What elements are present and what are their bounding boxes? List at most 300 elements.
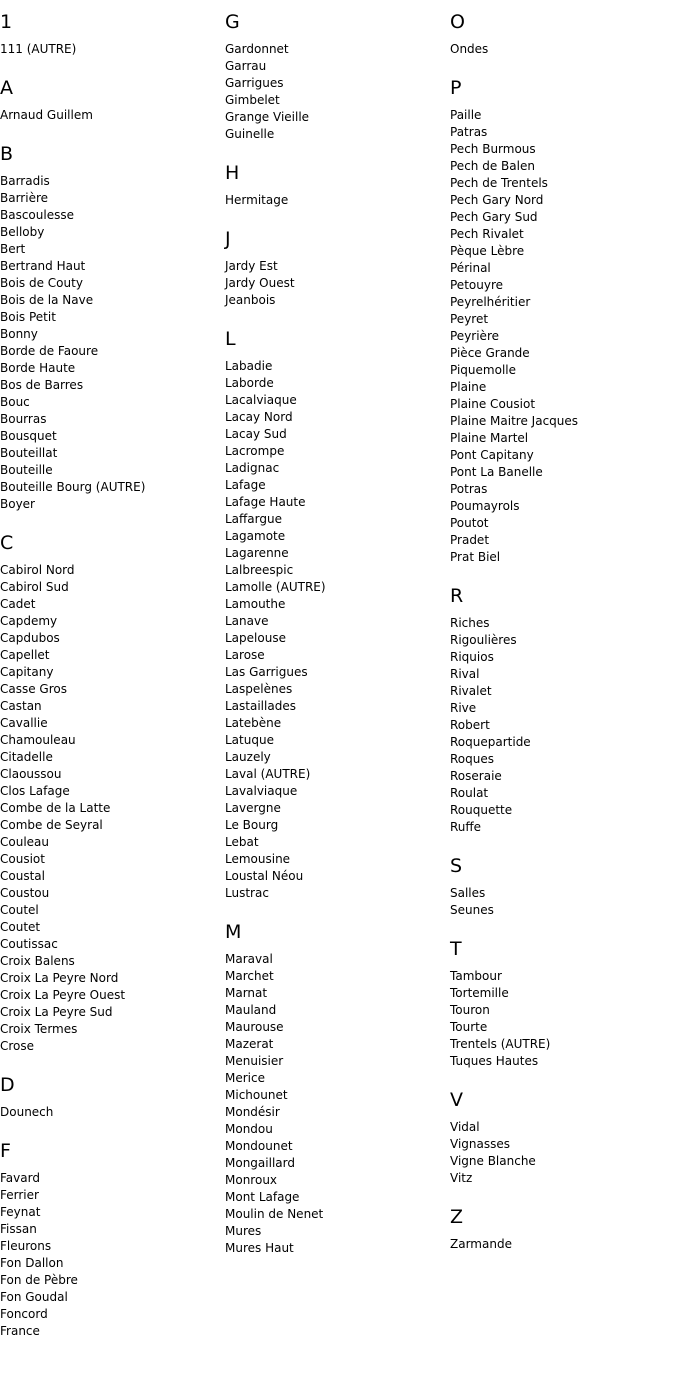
letter-group (225, 921, 445, 1257)
list-item (0, 1038, 220, 1055)
place-link[interactable]: Loustal Néou (225, 869, 304, 883)
place-link[interactable]: Coutel (0, 903, 39, 917)
list-item (450, 902, 670, 919)
place-link[interactable]: Boyer (0, 497, 35, 511)
list-item (225, 968, 445, 985)
list-item (0, 1004, 220, 1021)
place-list (225, 41, 445, 143)
list-item (0, 326, 220, 343)
place-link[interactable]: Maraval (225, 952, 273, 966)
place-link[interactable]: Robert (450, 718, 490, 732)
place-link[interactable]: Tortemille (450, 986, 509, 1000)
place-link[interactable]: Favard (0, 1171, 40, 1185)
place-link[interactable]: Lafage Haute (225, 495, 306, 509)
place-link[interactable]: Croix La Peyre Nord (0, 971, 119, 985)
list-item (450, 209, 670, 226)
letter-group (225, 162, 445, 209)
place-link[interactable]: Mauland (225, 1003, 277, 1017)
place-link[interactable]: Peyret (450, 312, 489, 326)
place-link[interactable]: Barradis (0, 174, 50, 188)
place-link[interactable]: Riquios (450, 650, 494, 664)
place-link[interactable]: Le Bourg (225, 818, 279, 832)
place-link[interactable]: Roques (450, 752, 494, 766)
place-link[interactable]: Bouc (0, 395, 30, 409)
place-link[interactable]: Lebat (225, 835, 259, 849)
place-link[interactable]: Vigne Blanche (450, 1154, 536, 1168)
list-item (450, 515, 670, 532)
letter-group (225, 228, 445, 309)
list-item (450, 447, 670, 464)
place-link[interactable]: Rivalet (450, 684, 492, 698)
list-item (225, 443, 445, 460)
place-link[interactable]: Laborde (225, 376, 274, 390)
place-link[interactable]: Bertrand Haut (0, 259, 86, 273)
place-link[interactable]: Vidal (450, 1120, 480, 1134)
place-link[interactable]: Pech Gary Sud (450, 210, 538, 224)
list-item (225, 545, 445, 562)
list-item (225, 494, 445, 511)
place-link[interactable]: Labadie (225, 359, 273, 373)
letter-group (0, 1074, 220, 1121)
list-item (0, 1289, 220, 1306)
place-link[interactable]: Lanave (225, 614, 269, 628)
place-list (0, 41, 220, 58)
place-link[interactable]: Fissan (0, 1222, 37, 1236)
list-item (450, 464, 670, 481)
place-link[interactable]: Mont Lafage (225, 1190, 300, 1204)
place-link[interactable]: Tambour (450, 969, 502, 983)
place-link[interactable]: Garrigues (225, 76, 284, 90)
place-link[interactable]: Monroux (225, 1173, 278, 1187)
place-list (450, 41, 670, 58)
place-link[interactable]: Pech Gary Nord (450, 193, 544, 207)
place-link[interactable]: Peyrelhéritier (450, 295, 531, 309)
place-link[interactable]: Tourte (450, 1020, 488, 1034)
list-item (0, 107, 220, 124)
list-item (225, 528, 445, 545)
place-link[interactable]: Coutet (0, 920, 41, 934)
place-link[interactable]: Riches (450, 616, 490, 630)
list-item (225, 192, 445, 209)
place-link[interactable]: Michounet (225, 1088, 288, 1102)
list-item (0, 613, 220, 630)
list-item (450, 430, 670, 447)
place-link[interactable]: Arnaud Guillem (0, 108, 93, 122)
place-link[interactable]: Garrau (225, 59, 267, 73)
list-item (225, 817, 445, 834)
letter-group (225, 11, 445, 143)
list-item (0, 936, 220, 953)
place-link[interactable]: Lavergne (225, 801, 281, 815)
place-link[interactable]: Cabirol Sud (0, 580, 69, 594)
place-link[interactable]: Rouquette (450, 803, 513, 817)
list-item (450, 785, 670, 802)
place-link[interactable]: Claoussou (0, 767, 62, 781)
place-link[interactable]: Maurouse (225, 1020, 284, 1034)
place-link[interactable]: Foncord (0, 1307, 48, 1321)
place-link[interactable]: Citadelle (0, 750, 53, 764)
list-item (450, 751, 670, 768)
place-link[interactable]: Mongaillard (225, 1156, 295, 1170)
place-link[interactable]: Mondou (225, 1122, 273, 1136)
place-link[interactable]: Las Garrigues (225, 665, 308, 679)
place-link[interactable]: Castan (0, 699, 42, 713)
list-item (0, 902, 220, 919)
place-link[interactable]: Capellet (0, 648, 50, 662)
list-item (450, 498, 670, 515)
list-item (0, 681, 220, 698)
place-list (225, 358, 445, 902)
place-link[interactable]: Bois Petit (0, 310, 56, 324)
place-list (450, 107, 670, 566)
place-link[interactable]: Gardonnet (225, 42, 289, 56)
place-link[interactable]: Borde Haute (0, 361, 76, 375)
letter-heading: H (225, 162, 240, 184)
place-list (450, 1236, 670, 1253)
list-item (0, 987, 220, 1004)
list-item (0, 562, 220, 579)
list-item (0, 885, 220, 902)
place-link[interactable]: Lapelouse (225, 631, 286, 645)
place-link[interactable]: Lemousine (225, 852, 291, 866)
place-link[interactable]: Jeanbois (225, 293, 276, 307)
letter-group (225, 328, 445, 902)
place-link[interactable]: Mondésir (225, 1105, 280, 1119)
place-link[interactable]: Lalbreespic (225, 563, 294, 577)
place-link[interactable]: Laffargue (225, 512, 282, 526)
place-list (0, 562, 220, 1055)
place-link[interactable]: Menuisier (225, 1054, 284, 1068)
place-link[interactable]: Hermitage (225, 193, 289, 207)
place-link[interactable]: Vitz (450, 1171, 473, 1185)
place-link[interactable]: Bois de la Nave (0, 293, 94, 307)
list-item (0, 292, 220, 309)
place-link[interactable]: Fon de Pèbre (0, 1273, 78, 1287)
list-item (0, 579, 220, 596)
place-link[interactable]: Plaine Cousiot (450, 397, 536, 411)
list-item (225, 613, 445, 630)
place-link[interactable]: Bouteille (0, 463, 53, 477)
place-link[interactable]: Grange Vieille (225, 110, 310, 124)
place-link[interactable]: Crose (0, 1039, 35, 1053)
place-link[interactable]: Dounech (0, 1105, 54, 1119)
place-link[interactable]: Capitany (0, 665, 54, 679)
place-link[interactable]: Lacrompe (225, 444, 285, 458)
place-link[interactable]: Feynat (0, 1205, 41, 1219)
place-link[interactable]: Petouyre (450, 278, 503, 292)
place-link[interactable]: Lustrac (225, 886, 269, 900)
list-item (0, 868, 220, 885)
place-link[interactable]: Potras (450, 482, 488, 496)
list-item (225, 766, 445, 783)
list-item (225, 715, 445, 732)
list-item (225, 749, 445, 766)
list-item (450, 532, 670, 549)
list-item (0, 496, 220, 513)
list-item (0, 749, 220, 766)
list-item (225, 1155, 445, 1172)
place-link[interactable]: Latebène (225, 716, 282, 730)
list-item (0, 275, 220, 292)
list-item (450, 481, 670, 498)
list-item (225, 58, 445, 75)
place-link[interactable]: Guinelle (225, 127, 275, 141)
place-link[interactable]: Plaine Martel (450, 431, 529, 445)
place-link[interactable]: Ruffe (450, 820, 482, 834)
place-link[interactable]: Croix Termes (0, 1022, 78, 1036)
place-link[interactable]: Bourras (0, 412, 47, 426)
place-link[interactable]: Bonny (0, 327, 38, 341)
letter-group (0, 143, 220, 513)
place-link[interactable]: Lagarenne (225, 546, 289, 560)
place-link[interactable]: Lauzely (225, 750, 271, 764)
place-link[interactable]: Plaine (450, 380, 487, 394)
place-link[interactable]: Roseraie (450, 769, 502, 783)
list-item (0, 664, 220, 681)
place-link[interactable]: Piquemolle (450, 363, 516, 377)
place-link[interactable]: Combe de Seyral (0, 818, 103, 832)
list-item (450, 632, 670, 649)
place-link[interactable]: Vignasses (450, 1137, 510, 1151)
place-link[interactable]: Périnal (450, 261, 491, 275)
letter-group (450, 1089, 670, 1187)
list-item (225, 1189, 445, 1206)
place-link[interactable]: Cadet (0, 597, 36, 611)
place-link[interactable]: Mures (225, 1224, 262, 1238)
place-link[interactable]: Moulin de Nenet (225, 1207, 324, 1221)
place-list (225, 951, 445, 1257)
place-link[interactable]: Poumayrols (450, 499, 520, 513)
place-link[interactable]: Lacay Nord (225, 410, 293, 424)
place-link[interactable]: Casse Gros (0, 682, 67, 696)
place-link[interactable]: Borde de Faoure (0, 344, 99, 358)
list-item (225, 596, 445, 613)
list-item (0, 377, 220, 394)
place-link[interactable]: Tuques Hautes (450, 1054, 539, 1068)
place-link[interactable]: Lagamote (225, 529, 286, 543)
list-item (0, 428, 220, 445)
list-item (225, 511, 445, 528)
place-link[interactable]: Pièce Grande (450, 346, 530, 360)
place-link[interactable]: Gimbelet (225, 93, 280, 107)
list-item (450, 158, 670, 175)
list-item (225, 258, 445, 275)
place-link[interactable]: Coustou (0, 886, 50, 900)
place-link[interactable]: Touron (450, 1003, 490, 1017)
list-item (225, 292, 445, 309)
place-link[interactable]: Ladignac (225, 461, 280, 475)
place-link[interactable]: Bouteillat (0, 446, 58, 460)
letter-group (0, 532, 220, 1055)
list-item (450, 615, 670, 632)
list-item (450, 802, 670, 819)
list-item (0, 1204, 220, 1221)
place-link[interactable]: Lafage (225, 478, 266, 492)
place-link[interactable]: Larose (225, 648, 265, 662)
index-column (450, 0, 670, 1272)
place-link[interactable]: Seunes (450, 903, 494, 917)
list-item (0, 462, 220, 479)
place-link[interactable]: Salles (450, 886, 486, 900)
place-link[interactable]: Cousiot (0, 852, 45, 866)
place-link[interactable]: Chamouleau (0, 733, 76, 747)
letter-heading: T (450, 938, 462, 960)
letter-heading: 1 (0, 11, 13, 33)
place-link[interactable]: Fon Goudal (0, 1290, 68, 1304)
letter-heading: G (225, 11, 240, 33)
list-item (450, 226, 670, 243)
list-item (0, 834, 220, 851)
place-link[interactable]: Mondounet (225, 1139, 293, 1153)
list-item (225, 985, 445, 1002)
place-list (0, 173, 220, 513)
place-link[interactable]: Fon Dallon (0, 1256, 64, 1270)
place-link[interactable]: Bascoulesse (0, 208, 74, 222)
place-link[interactable]: Bousquet (0, 429, 57, 443)
place-link[interactable]: Lastaillades (225, 699, 296, 713)
letter-group (450, 938, 670, 1070)
list-item (450, 549, 670, 566)
list-item (225, 1138, 445, 1155)
place-link[interactable]: Bouteille Bourg (AUTRE) (0, 480, 146, 494)
list-item (225, 800, 445, 817)
place-link[interactable]: Jardy Est (225, 259, 278, 273)
place-link[interactable]: Rigoulières (450, 633, 517, 647)
letter-heading: C (0, 532, 14, 554)
place-link[interactable]: Clos Lafage (0, 784, 70, 798)
list-item (0, 851, 220, 868)
place-link[interactable]: Paille (450, 108, 482, 122)
list-item (0, 394, 220, 411)
place-link[interactable]: Croix La Peyre Sud (0, 1005, 113, 1019)
place-link[interactable]: France (0, 1324, 40, 1338)
place-link[interactable]: Lamouthe (225, 597, 286, 611)
letter-group (450, 855, 670, 919)
place-link[interactable]: Cavallie (0, 716, 48, 730)
list-item (0, 630, 220, 647)
place-link[interactable]: Lamolle (AUTRE) (225, 580, 326, 594)
place-link[interactable]: Peyrière (450, 329, 499, 343)
list-item (225, 885, 445, 902)
place-link[interactable]: Pech de Trentels (450, 176, 548, 190)
place-link[interactable]: Capdemy (0, 614, 58, 628)
place-link[interactable]: Trentels (AUTRE) (450, 1037, 551, 1051)
list-item (450, 396, 670, 413)
list-item (450, 1136, 670, 1153)
place-link[interactable]: Coutissac (0, 937, 58, 951)
letter-heading: P (450, 77, 462, 99)
place-link[interactable]: Latuque (225, 733, 274, 747)
place-link[interactable]: Pech Burmous (450, 142, 536, 156)
place-list (225, 192, 445, 209)
place-link[interactable]: Coustal (0, 869, 45, 883)
place-link[interactable]: Croix Balens (0, 954, 75, 968)
place-link[interactable]: Bert (0, 242, 26, 256)
list-item (225, 126, 445, 143)
list-item (0, 1238, 220, 1255)
place-link[interactable]: Laval (AUTRE) (225, 767, 311, 781)
place-link[interactable]: Bois de Couty (0, 276, 83, 290)
place-link[interactable]: Rive (450, 701, 477, 715)
place-link[interactable]: Pont Capitany (450, 448, 534, 462)
place-link[interactable]: Belloby (0, 225, 45, 239)
list-item (450, 1170, 670, 1187)
list-item (225, 1240, 445, 1257)
place-link[interactable]: 111 (AUTRE) (0, 42, 77, 56)
list-item (225, 1121, 445, 1138)
list-item (0, 732, 220, 749)
list-item (0, 766, 220, 783)
list-item (0, 479, 220, 496)
list-item (0, 224, 220, 241)
place-link[interactable]: Barrière (0, 191, 49, 205)
list-item (0, 970, 220, 987)
place-list (450, 968, 670, 1070)
place-link[interactable]: Roquepartide (450, 735, 531, 749)
place-link[interactable]: Roulat (450, 786, 489, 800)
list-item (225, 92, 445, 109)
list-item (225, 698, 445, 715)
place-link[interactable]: Pèque Lèbre (450, 244, 525, 258)
place-link[interactable]: Bos de Barres (0, 378, 84, 392)
place-link[interactable]: Laspelènes (225, 682, 293, 696)
list-item (0, 919, 220, 936)
place-link[interactable]: Pech Rivalet (450, 227, 524, 241)
place-link[interactable]: Pech de Balen (450, 159, 535, 173)
list-item (225, 951, 445, 968)
place-link[interactable]: Lacay Sud (225, 427, 287, 441)
place-link[interactable]: Merice (225, 1071, 265, 1085)
letter-group (0, 11, 220, 58)
place-link[interactable]: Capdubos (0, 631, 60, 645)
place-link[interactable]: Ondes (450, 42, 489, 56)
list-item (225, 358, 445, 375)
list-item (450, 985, 670, 1002)
place-link[interactable]: Combe de la Latte (0, 801, 111, 815)
place-link[interactable]: Croix La Peyre Ouest (0, 988, 126, 1002)
place-link[interactable]: Lacalviaque (225, 393, 297, 407)
place-link[interactable]: Pont La Banelle (450, 465, 543, 479)
list-item (450, 649, 670, 666)
list-item (0, 1255, 220, 1272)
place-link[interactable]: Rival (450, 667, 480, 681)
list-item (450, 819, 670, 836)
list-item (225, 681, 445, 698)
place-link[interactable]: Plaine Maitre Jacques (450, 414, 579, 428)
place-link[interactable]: Ferrier (0, 1188, 39, 1202)
list-item (0, 715, 220, 732)
place-link[interactable]: Mures Haut (225, 1241, 294, 1255)
place-link[interactable]: Couleau (0, 835, 50, 849)
place-link[interactable]: Patras (450, 125, 488, 139)
place-link[interactable]: Jardy Ouest (225, 276, 295, 290)
letter-group (450, 1206, 670, 1253)
place-link[interactable]: Fleurons (0, 1239, 52, 1253)
place-link[interactable]: Poutot (450, 516, 489, 530)
list-item (0, 411, 220, 428)
place-list (450, 885, 670, 919)
place-link[interactable]: Pradet (450, 533, 490, 547)
place-link[interactable]: Cabirol Nord (0, 563, 75, 577)
place-link[interactable]: Mazerat (225, 1037, 274, 1051)
place-link[interactable]: Marchet (225, 969, 274, 983)
list-item (0, 207, 220, 224)
place-link[interactable]: Marnat (225, 986, 268, 1000)
list-item (225, 426, 445, 443)
place-link[interactable]: Zarmande (450, 1237, 512, 1251)
place-link[interactable]: Prat Biel (450, 550, 501, 564)
place-link[interactable]: Lavalviaque (225, 784, 298, 798)
